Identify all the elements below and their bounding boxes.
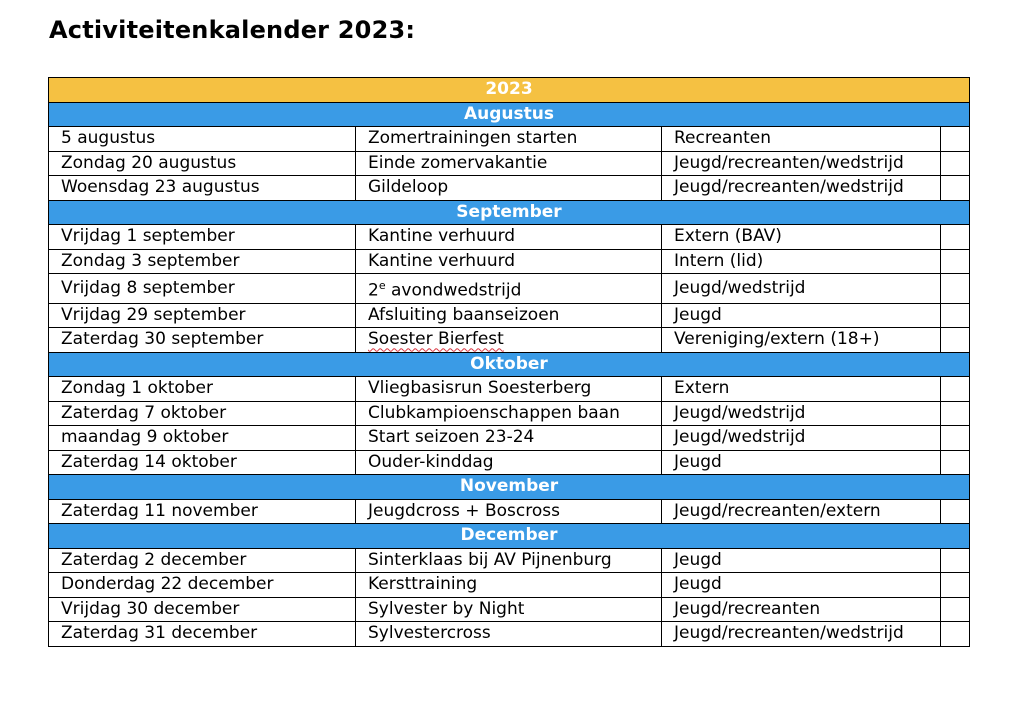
table-row (49, 151, 970, 176)
event-date: maandag 9 oktober (49, 426, 356, 451)
event-group: Extern (BAV) (662, 225, 941, 250)
blank-cell (941, 377, 970, 402)
blank-cell (941, 249, 970, 274)
event-activity: Afsluiting baanseizoen (356, 303, 662, 328)
blank-cell (941, 303, 970, 328)
event-date: Vrijdag 1 september (49, 225, 356, 250)
month-header: November (49, 475, 970, 500)
blank-cell (941, 151, 970, 176)
event-activity: Jeugdcross + Boscross (356, 499, 662, 524)
event-activity: Vliegbasisrun Soesterberg (356, 377, 662, 402)
event-date: Donderdag 22 december (49, 573, 356, 598)
table-row (49, 573, 970, 598)
month-header: December (49, 524, 970, 549)
blank-cell (941, 499, 970, 524)
event-activity: Ouder-kinddag (356, 450, 662, 475)
event-group: Jeugd/recreanten/wedstrijd (662, 151, 941, 176)
event-group: Jeugd/recreanten (662, 597, 941, 622)
event-group: Jeugd/wedstrijd (662, 426, 941, 451)
event-group: Recreanten (662, 127, 941, 152)
blank-cell (941, 328, 970, 353)
table-row (49, 127, 970, 152)
table-row (49, 249, 970, 274)
event-activity: Einde zomervakantie (356, 151, 662, 176)
event-date: 5 augustus (49, 127, 356, 152)
table-row (49, 499, 970, 524)
page-title: Activiteitenkalender 2023: (49, 16, 416, 44)
blank-cell (941, 225, 970, 250)
blank-cell (941, 622, 970, 647)
event-group: Jeugd (662, 450, 941, 475)
activity-ordinal-suffix: e (378, 279, 386, 292)
event-date: Zondag 3 september (49, 249, 356, 274)
event-activity: Gildeloop (356, 176, 662, 201)
blank-cell (941, 127, 970, 152)
event-group: Extern (662, 377, 941, 402)
table-row (49, 225, 970, 250)
event-date: Vrijdag 30 december (49, 597, 356, 622)
event-date: Woensdag 23 augustus (49, 176, 356, 201)
blank-cell (941, 426, 970, 451)
event-date: Zaterdag 30 september (49, 328, 356, 353)
event-date: Zaterdag 2 december (49, 548, 356, 573)
event-group: Jeugd/recreanten/extern (662, 499, 941, 524)
event-group: Jeugd/recreanten/wedstrijd (662, 622, 941, 647)
month-header: Augustus (49, 102, 970, 127)
activity-text: Soester Bierfest (368, 329, 504, 350)
event-group: Vereniging/extern (18+) (662, 328, 941, 353)
event-date: Zaterdag 7 oktober (49, 401, 356, 426)
month-header-row (49, 475, 970, 500)
event-activity (356, 274, 662, 304)
event-date: Zaterdag 11 november (49, 499, 356, 524)
event-group: Jeugd/wedstrijd (662, 274, 941, 304)
month-header: Oktober (49, 352, 970, 377)
event-group: Jeugd/recreanten/wedstrijd (662, 176, 941, 201)
month-header-row (49, 200, 970, 225)
event-group: Jeugd/wedstrijd (662, 401, 941, 426)
event-date: Vrijdag 8 september (49, 274, 356, 304)
blank-cell (941, 573, 970, 598)
activity-text: avondwedstrijd (385, 280, 522, 301)
table-row (49, 401, 970, 426)
month-header-row (49, 524, 970, 549)
event-group: Jeugd (662, 303, 941, 328)
event-date: Zondag 1 oktober (49, 377, 356, 402)
event-activity: Kantine verhuurd (356, 225, 662, 250)
table-row (49, 622, 970, 647)
blank-cell (941, 597, 970, 622)
event-group: Jeugd (662, 573, 941, 598)
blank-cell (941, 548, 970, 573)
year-header-row (49, 78, 970, 103)
event-date: Zaterdag 14 oktober (49, 450, 356, 475)
activity-calendar-table (48, 77, 970, 647)
table-row (49, 548, 970, 573)
table-row (49, 274, 970, 304)
event-activity: Sylvester by Night (356, 597, 662, 622)
event-activity: Zomertrainingen starten (356, 127, 662, 152)
event-activity: Clubkampioenschappen baan (356, 401, 662, 426)
event-activity: Kersttraining (356, 573, 662, 598)
table-row (49, 426, 970, 451)
event-activity: Kantine verhuurd (356, 249, 662, 274)
year-header: 2023 (49, 78, 970, 103)
event-activity: Start seizoen 23-24 (356, 426, 662, 451)
blank-cell (941, 274, 970, 304)
table-row (49, 176, 970, 201)
blank-cell (941, 450, 970, 475)
table-row (49, 450, 970, 475)
table-row (49, 597, 970, 622)
event-activity (356, 328, 662, 353)
table-row (49, 377, 970, 402)
activity-number: 2 (368, 280, 379, 301)
event-activity: Sinterklaas bij AV Pijnenburg (356, 548, 662, 573)
event-date: Zondag 20 augustus (49, 151, 356, 176)
month-header-row (49, 102, 970, 127)
table-row (49, 328, 970, 353)
event-activity: Sylvestercross (356, 622, 662, 647)
calendar-body (49, 78, 970, 647)
blank-cell (941, 176, 970, 201)
blank-cell (941, 401, 970, 426)
month-header-row (49, 352, 970, 377)
event-date: Zaterdag 31 december (49, 622, 356, 647)
month-header: September (49, 200, 970, 225)
event-date: Vrijdag 29 september (49, 303, 356, 328)
event-group: Intern (lid) (662, 249, 941, 274)
event-group: Jeugd (662, 548, 941, 573)
table-row (49, 303, 970, 328)
